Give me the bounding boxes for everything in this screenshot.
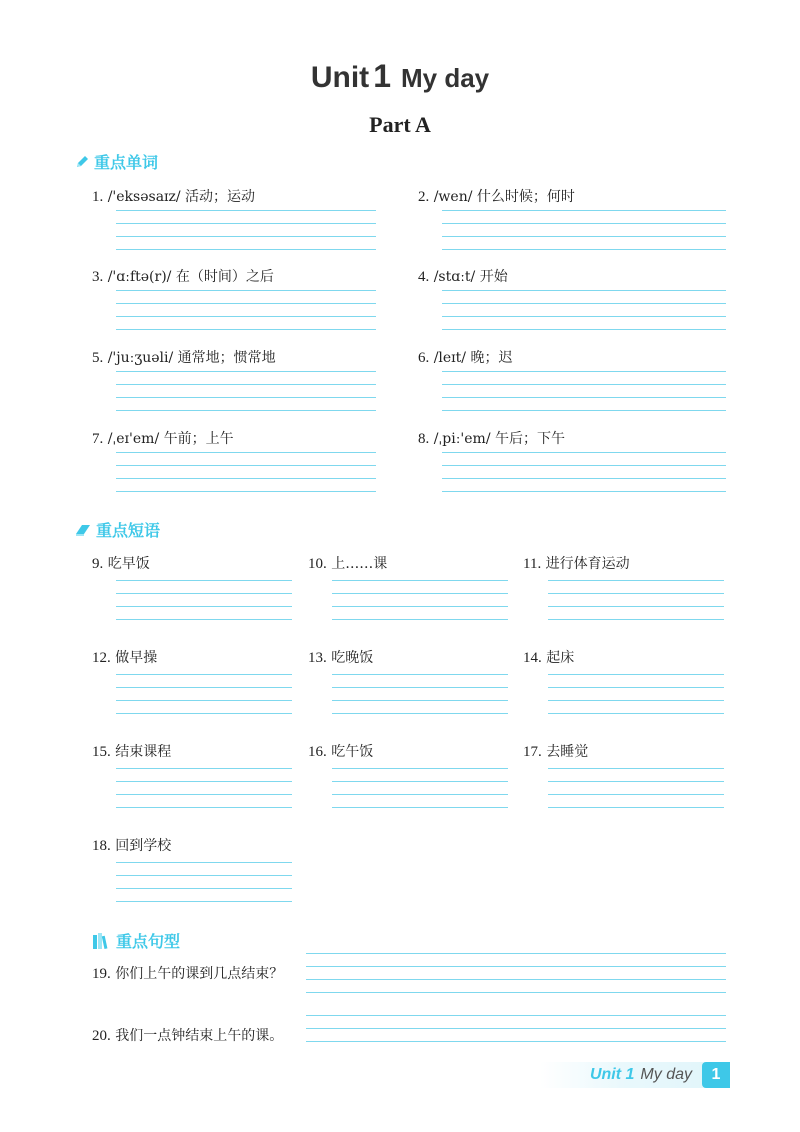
word-item-2: 2. /wen/ 什么时候；何时: [418, 189, 575, 205]
answer-lines[interactable]: [442, 290, 726, 342]
section-sentences-title: 重点句型: [116, 932, 181, 951]
footer-title: My day: [640, 1066, 692, 1083]
answer-lines[interactable]: [442, 371, 726, 423]
phrase-item-14: 14. 起床: [523, 650, 575, 666]
book-icon: [74, 522, 92, 538]
answer-lines[interactable]: [306, 1015, 726, 1054]
phrase-item-9: 9. 吃早饭: [92, 556, 150, 572]
answer-lines[interactable]: [332, 768, 508, 820]
page-footer: [540, 1062, 730, 1088]
books-icon: [92, 932, 112, 950]
phrase-item-18: 18. 回到学校: [92, 838, 172, 854]
section-words-title: 重点单词: [94, 153, 159, 172]
answer-lines[interactable]: [548, 768, 724, 820]
section-words-heading: [74, 150, 158, 173]
page-number: 1: [702, 1062, 730, 1088]
word-item-5: 5. /'juːʒuəli/ 通常地；惯常地: [92, 350, 276, 366]
answer-lines[interactable]: [116, 768, 292, 820]
word-item-4: 4. /stɑːt/ 开始: [418, 269, 508, 285]
pencil-icon: [74, 154, 90, 170]
phrase-item-16: 16. 吃午饭: [308, 744, 374, 760]
word-item-7: 7. /ˌeɪ'em/ 午前；上午: [92, 431, 234, 447]
part-title: Part A: [369, 112, 431, 137]
answer-lines[interactable]: [306, 953, 726, 1005]
answer-lines[interactable]: [116, 862, 292, 914]
word-item-1: 1. /'eksəsaɪz/ 活动；运动: [92, 189, 256, 205]
unit-name: My day: [400, 63, 490, 93]
answer-lines[interactable]: [548, 580, 724, 632]
answer-lines[interactable]: [116, 290, 376, 342]
phrase-item-12: 12. 做早操: [92, 650, 158, 666]
footer-label: [590, 1066, 692, 1084]
answer-lines[interactable]: [332, 580, 508, 632]
answer-lines[interactable]: [442, 210, 726, 262]
phrase-item-17: 17. 去睡觉: [523, 744, 589, 760]
section-phrases-title: 重点短语: [96, 521, 161, 540]
phrase-item-11: 11. 进行体育运动: [523, 556, 630, 572]
answer-lines[interactable]: [332, 674, 508, 726]
section-phrases-heading: [74, 518, 160, 541]
word-item-8: 8. /ˌpiː'em/ 午后；下午: [418, 431, 566, 447]
sentence-item-20: 20. 我们一点钟结束上午的课。: [92, 1028, 284, 1044]
sentence-item-19: 19. 你们上午的课到几点结束？: [92, 966, 284, 982]
answer-lines[interactable]: [116, 580, 292, 632]
answer-lines[interactable]: [116, 452, 376, 504]
word-item-3: 3. /'ɑːftə(r)/ 在（时间）之后: [92, 269, 274, 285]
footer-unit: Unit 1: [589, 1066, 635, 1083]
answer-lines[interactable]: [116, 674, 292, 726]
phrase-item-13: 13. 吃晚饭: [308, 650, 374, 666]
answer-lines[interactable]: [548, 674, 724, 726]
answer-lines[interactable]: [116, 210, 376, 262]
unit-title: [0, 58, 800, 95]
answer-lines[interactable]: [442, 452, 726, 504]
answer-lines[interactable]: [116, 371, 376, 423]
word-item-6: 6. /leɪt/ 晚；迟: [418, 350, 513, 366]
unit-number: 1: [373, 58, 391, 94]
unit-word: Unit: [310, 61, 370, 94]
phrase-item-15: 15. 结束课程: [92, 744, 172, 760]
phrase-item-10: 10. 上……课: [308, 556, 388, 572]
section-sentences-heading: [92, 929, 180, 952]
